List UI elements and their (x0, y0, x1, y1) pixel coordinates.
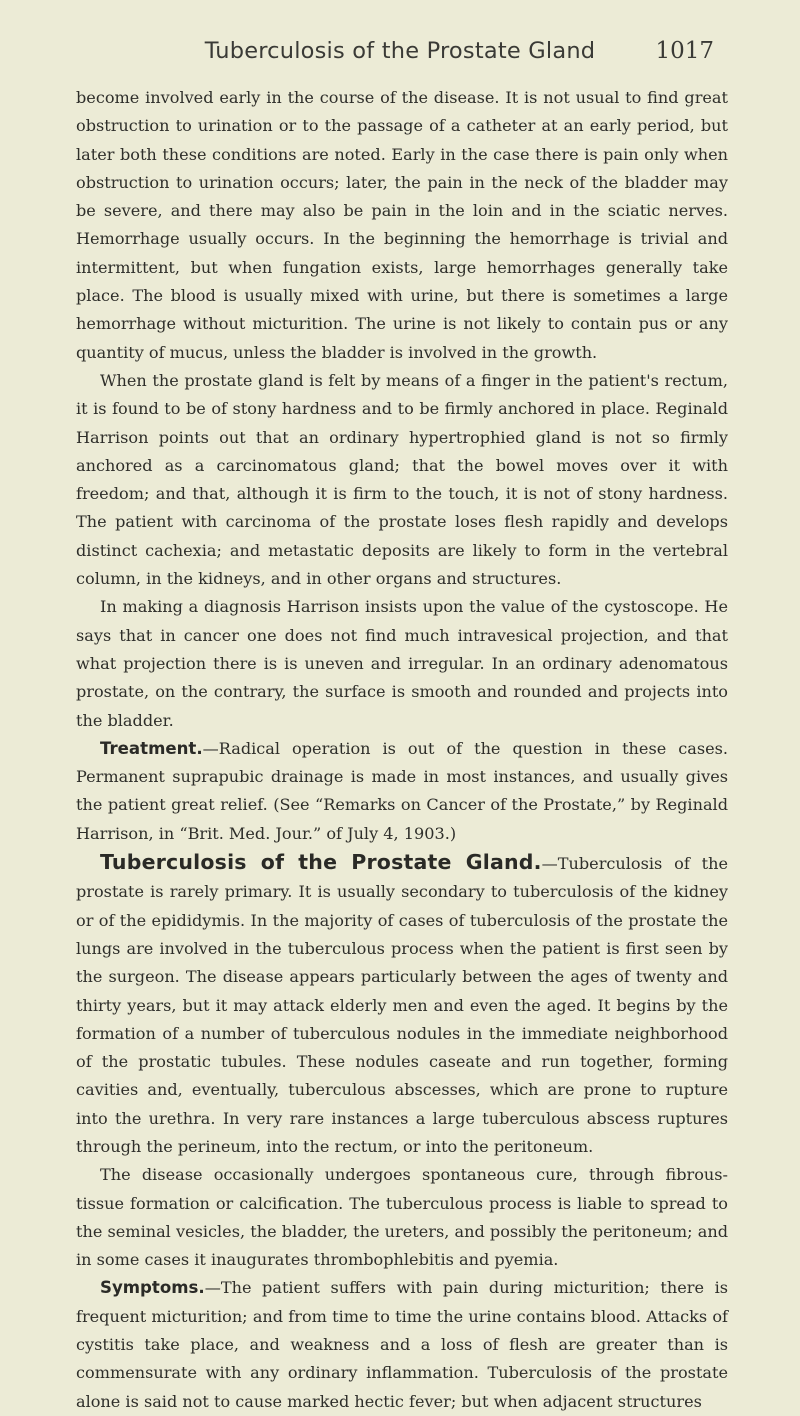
treatment-heading: Treatment. (100, 738, 203, 758)
text-body (76, 84, 728, 1416)
page-header (0, 38, 800, 78)
paragraph-treatment (76, 735, 728, 848)
running-title: Tuberculosis of the Prostate Gland (204, 38, 596, 64)
paragraph-symptoms (76, 1274, 728, 1415)
symptoms-text: —The patient suffers with pain during micturition; there is frequent micturition; and from time to time the urine contains blood. Attacks of cystitis take place, and weakness and a loss of flesh are greater than is commensurate with any ordinary inflammation. Tuberculosis of the prostate alone is said not to cause marked hectic fever; but when adjacent structures (76, 1278, 728, 1411)
tuberculosis-text: —Tuberculosis of the prostate is rarely primary. It is usually secondary to tuberculosis of the kidney or of the epididymis. In the majority of cases of tuberculosis of the prostate the lungs are involved in the tuberculous process when the patient is first seen by the surgeon. The disease appears particularly between the ages of twenty and thirty years, but it may attack elderly men and even the aged. It begins by the formation of a number of tuberculous nodules in the immediate neighborhood of the prostatic tubules. These nodules caseate and run together, forming cavities and, eventually, tuberculous abscesses, which are prone to rupture into the urethra. In very rare instances a large tuberculous abscess ruptures through the perineum, into the rectum, or into the peritoneum. (76, 854, 729, 1156)
paragraph-tuberculosis (76, 848, 728, 1161)
symptoms-heading: Symptoms. (100, 1278, 205, 1298)
paragraph-rectal-exam: When the prostate gland is felt by means of a finger in the patient's rectum, it is found to be of stony hardness and to be firmly anchored in place. Reginald Harrison points out that an ordinary hypertrophied gland is not so firmly anchored as a carcinomatous gland; that the bowel moves over it with freedom; and that, although it is firm to the touch, it is not of stony hardness. The patient with carcinoma of the prostate loses flesh rapidly and develops distinct cachexia; and metastatic deposits are likely to form in the vertebral column, in the kidneys, and in other organs and structures. (76, 370, 728, 589)
page-number: 1017 (655, 38, 714, 64)
treatment-text: —Radical operation is out of the question in these cases. Permanent suprapubic drainage is made in most instances, and usually gives the patient great relief. (See “Remarks on Cancer of the Prostate,” by Reginald Harrison, in “Brit. Med. Jour.” of July 4, 1903.) (76, 738, 728, 843)
paragraph-spontaneous-cure: The disease occasionally undergoes spontaneous cure, through fibrous-tissue formation or calcification. The tuberculous process is liable to spread to the seminal vesicles, the bladder, the ureters, and possibly the peritoneum; and in some cases it inaugurates thrombophlebitis and pyemia. (76, 1165, 728, 1270)
tuberculosis-heading: Tuberculosis of the Prostate Gland. (100, 850, 542, 875)
paragraph-disease-course: become involved early in the course of the disease. It is not usual to find great obstruction to urination or to the passage of a catheter at an early period, but later both these conditions are noted. Early in the case there is pain only when obstruction to urination occurs; later, the pain in the neck of the bladder may be severe, and there may also be pain in the loin and in the sciatic nerves. Hemorrhage usually occurs. In the beginning the hemorrhage is trivial and intermittent, but when fungation exists, large hemorrhages generally take place. The blood is usually mixed with urine, but there is sometimes a large hemorrhage without micturition. The urine is not likely to contain pus or any quantity of mucus, unless the bladder is involved in the growth. (76, 88, 728, 362)
paragraph-diagnosis: In making a diagnosis Harrison insists upon the value of the cystoscope. He says that in cancer one does not find much intravesical projection, and that what projection there is is uneven and irregular. In an ordinary adenomatous prostate, on the contrary, the surface is smooth and rounded and projects into the bladder. (76, 597, 728, 730)
